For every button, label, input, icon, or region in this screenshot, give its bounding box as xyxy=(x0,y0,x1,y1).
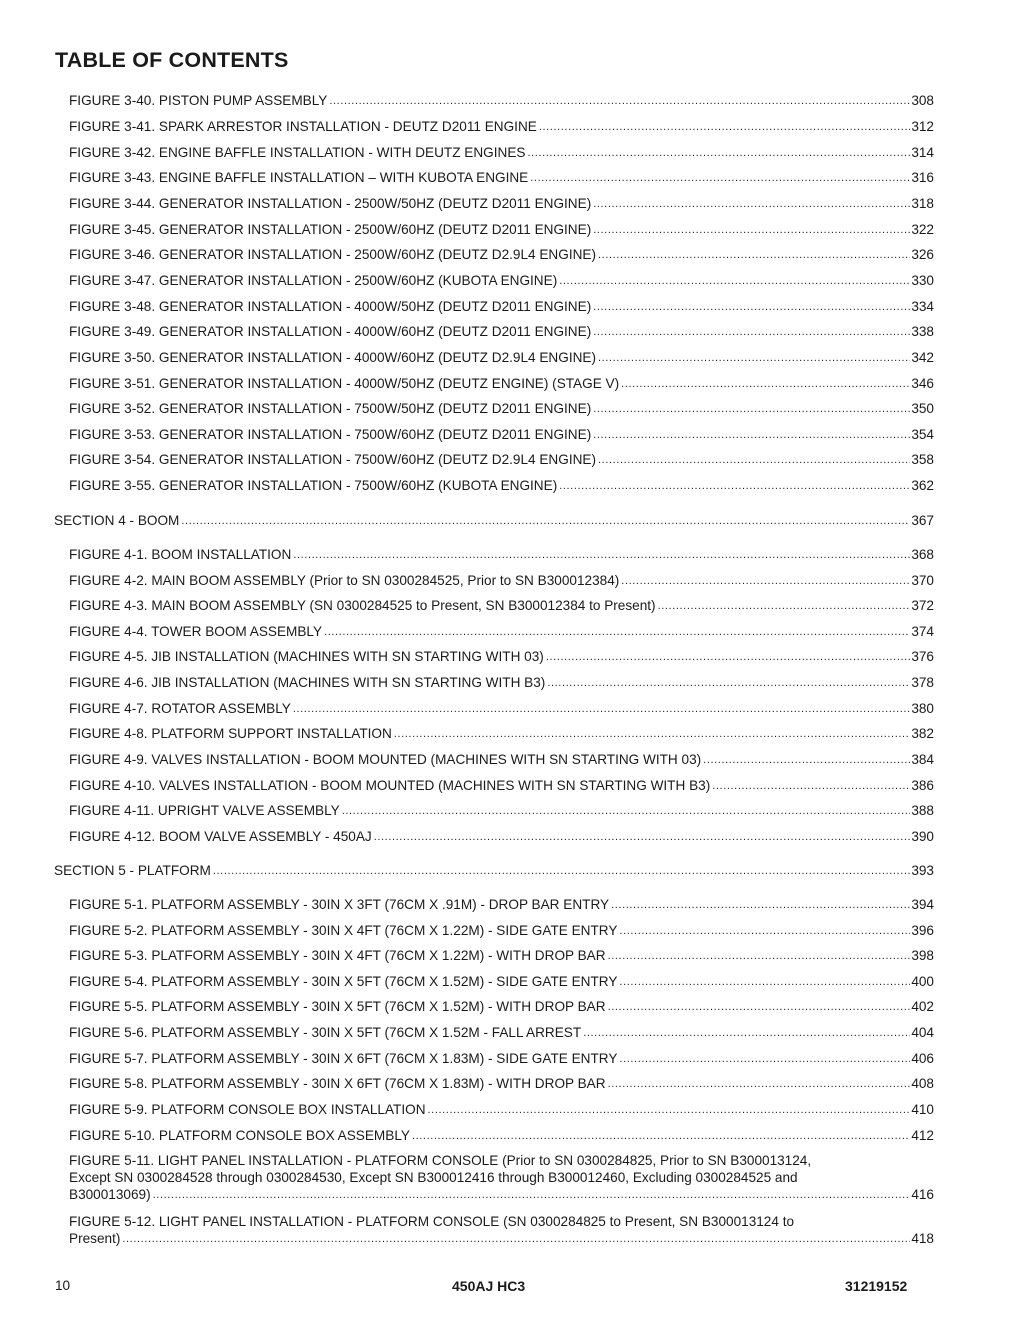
dot-leader xyxy=(324,624,910,641)
toc-entry-title: FIGURE 5-9. PLATFORM CONSOLE BOX INSTALLATION xyxy=(69,1102,426,1117)
toc-entry-title: FIGURE 4-5. JIB INSTALLATION (MACHINES WITH SN STARTING WITH 03) xyxy=(69,649,544,664)
dot-leader xyxy=(181,513,910,530)
dot-leader xyxy=(608,948,911,965)
toc-entry-title: FIGURE 4-10. VALVES INSTALLATION - BOOM MOUNTED (MACHINES WITH SN STARTING WITH B3) xyxy=(69,778,711,793)
dot-leader xyxy=(342,803,911,820)
toc-entry-title: SECTION 5 - PLATFORM xyxy=(54,863,211,878)
toc-entry-title: B300013069) xyxy=(69,1187,151,1202)
dot-leader xyxy=(593,222,910,239)
toc-entry-page-number: 370 xyxy=(911,573,934,588)
toc-entry-page-number: 368 xyxy=(911,547,934,562)
toc-entry-page-number: 376 xyxy=(911,649,934,664)
toc-entry-page-number: 412 xyxy=(911,1128,934,1143)
dot-leader xyxy=(611,897,910,914)
dot-leader xyxy=(619,923,910,940)
toc-entry-page-number: 330 xyxy=(911,273,934,288)
dot-leader xyxy=(527,145,910,162)
toc-entry-title: FIGURE 3-47. GENERATOR INSTALLATION - 2500W/60HZ (KUBOTA ENGINE) xyxy=(69,273,558,288)
toc-entry-title: FIGURE 4-2. MAIN BOOM ASSEMBLY (Prior to SN 0300284525, Prior to SN B300012384) xyxy=(69,573,620,588)
dot-leader xyxy=(593,196,910,213)
toc-entry-page-number: 358 xyxy=(911,452,934,467)
toc-entry-text-line: FIGURE 5-11. LIGHT PANEL INSTALLATION - PLATFORM CONSOLE (Prior to SN 0300284825, Prior to SN B300013124, xyxy=(69,1153,812,1168)
toc-entry-page-number: 318 xyxy=(911,196,934,211)
toc-entry-text-line: FIGURE 5-12. LIGHT PANEL INSTALLATION - PLATFORM CONSOLE (SN 0300284825 to Present, SN B300013124 to xyxy=(69,1214,795,1229)
toc-entry-text-line: Except SN 0300284528 through 0300284530, Except SN B300012416 through B300012460, Excluding 0300284525 and xyxy=(69,1170,798,1185)
dot-leader xyxy=(213,863,910,880)
toc-entry-title: FIGURE 4-1. BOOM INSTALLATION xyxy=(69,547,292,562)
dot-leader xyxy=(593,324,910,341)
toc-entry-title: FIGURE 4-8. PLATFORM SUPPORT INSTALLATION xyxy=(69,726,392,741)
toc-entry-title: FIGURE 5-1. PLATFORM ASSEMBLY - 30IN X 3FT (76CM X .91M) - DROP BAR ENTRY xyxy=(69,897,610,912)
toc-entry-title: FIGURE 4-4. TOWER BOOM ASSEMBLY xyxy=(69,624,323,639)
toc-entry-page-number: 386 xyxy=(911,778,934,793)
dot-leader xyxy=(619,1051,910,1068)
toc-entry-title: FIGURE 4-11. UPRIGHT VALVE ASSEMBLY xyxy=(69,803,340,818)
toc-entry-title: FIGURE 4-12. BOOM VALVE ASSEMBLY - 450AJ xyxy=(69,829,372,844)
toc-entry-page-number: 308 xyxy=(911,93,934,108)
toc-entry-title: FIGURE 4-9. VALVES INSTALLATION - BOOM MOUNTED (MACHINES WITH SN STARTING WITH 03) xyxy=(69,752,702,767)
dot-leader xyxy=(412,1128,910,1145)
dot-leader xyxy=(539,119,910,136)
toc-entry-page-number: 342 xyxy=(911,350,934,365)
toc-entry-title: FIGURE 5-3. PLATFORM ASSEMBLY - 30IN X 4FT (76CM X 1.22M) - WITH DROP BAR xyxy=(69,948,606,963)
toc-entry-page-number: 374 xyxy=(911,624,934,639)
dot-leader xyxy=(547,675,910,692)
dot-leader xyxy=(593,427,910,444)
dot-leader xyxy=(619,974,910,991)
toc-entry-title: FIGURE 3-49. GENERATOR INSTALLATION - 4000W/60HZ (DEUTZ D2011 ENGINE) xyxy=(69,324,592,339)
toc-entry-title: FIGURE 5-4. PLATFORM ASSEMBLY - 30IN X 5FT (76CM X 1.52M) - SIDE GATE ENTRY xyxy=(69,974,618,989)
toc-entry-title: FIGURE 3-53. GENERATOR INSTALLATION - 7500W/60HZ (DEUTZ D2011 ENGINE) xyxy=(69,427,592,442)
dot-leader xyxy=(546,649,910,666)
dot-leader xyxy=(621,573,910,590)
toc-entry-page-number: 400 xyxy=(911,974,934,989)
dot-leader xyxy=(593,299,910,316)
toc-entry-page-number: 398 xyxy=(911,948,934,963)
toc-entry-title: FIGURE 5-10. PLATFORM CONSOLE BOX ASSEMBLY xyxy=(69,1128,410,1143)
toc-entry-page-number: 378 xyxy=(911,675,934,690)
dot-leader xyxy=(559,478,910,495)
dot-leader xyxy=(703,752,910,769)
dot-leader xyxy=(608,999,911,1016)
toc-entry-page-number: 372 xyxy=(911,598,934,613)
dot-leader xyxy=(593,401,910,418)
toc-entry-page-number: 362 xyxy=(911,478,934,493)
toc-entry-title: FIGURE 4-6. JIB INSTALLATION (MACHINES WITH SN STARTING WITH B3) xyxy=(69,675,546,690)
toc-entry-title: FIGURE 5-6. PLATFORM ASSEMBLY - 30IN X 5FT (76CM X 1.52M - FALL ARREST xyxy=(69,1025,582,1040)
dot-leader xyxy=(293,701,910,718)
toc-entry-page-number: 316 xyxy=(911,170,934,185)
toc-entry-page-number: 404 xyxy=(911,1025,934,1040)
toc-entry-page-number: 354 xyxy=(911,427,934,442)
toc-entry-title: FIGURE 3-42. ENGINE BAFFLE INSTALLATION - WITH DEUTZ ENGINES xyxy=(69,145,526,160)
toc-entry-page-number: 350 xyxy=(911,401,934,416)
toc-entry-page-number: 388 xyxy=(911,803,934,818)
toc-entry-page-number: 394 xyxy=(911,897,934,912)
dot-leader xyxy=(583,1025,910,1042)
dot-leader xyxy=(598,452,910,469)
dot-leader xyxy=(394,726,911,743)
toc-entry-title: FIGURE 3-55. GENERATOR INSTALLATION - 7500W/60HZ (KUBOTA ENGINE) xyxy=(69,478,558,493)
toc-entry-page-number: 402 xyxy=(911,999,934,1014)
toc-entry-page-number: 326 xyxy=(911,247,934,262)
toc-entry-title: FIGURE 3-50. GENERATOR INSTALLATION - 4000W/60HZ (DEUTZ D2.9L4 ENGINE) xyxy=(69,350,597,365)
dot-leader xyxy=(608,1076,911,1093)
dot-leader xyxy=(428,1102,911,1119)
toc-entry-page-number: 367 xyxy=(911,513,934,528)
toc-entry-title: FIGURE 3-48. GENERATOR INSTALLATION - 4000W/50HZ (DEUTZ D2011 ENGINE) xyxy=(69,299,592,314)
toc-entry-page-number: 322 xyxy=(911,222,934,237)
toc-entry-page-number: 393 xyxy=(911,863,934,878)
toc-entry-title: FIGURE 3-40. PISTON PUMP ASSEMBLY xyxy=(69,93,328,108)
toc-entry-title: FIGURE 5-8. PLATFORM ASSEMBLY - 30IN X 6FT (76CM X 1.83M) - WITH DROP BAR xyxy=(69,1076,606,1091)
dot-leader xyxy=(530,170,910,187)
toc-entry-title: FIGURE 3-54. GENERATOR INSTALLATION - 7500W/60HZ (DEUTZ D2.9L4 ENGINE) xyxy=(69,452,597,467)
toc-entry-title: FIGURE 5-5. PLATFORM ASSEMBLY - 30IN X 5FT (76CM X 1.52M) - WITH DROP BAR xyxy=(69,999,606,1014)
toc-entry-page-number: 384 xyxy=(911,752,934,767)
toc-entry-page-number: 338 xyxy=(911,324,934,339)
toc-entry-title: FIGURE 3-52. GENERATOR INSTALLATION - 7500W/50HZ (DEUTZ D2011 ENGINE) xyxy=(69,401,592,416)
toc-entry-title: FIGURE 3-45. GENERATOR INSTALLATION - 2500W/60HZ (DEUTZ D2011 ENGINE) xyxy=(69,222,592,237)
page-title: TABLE OF CONTENTS xyxy=(55,48,289,72)
footer-page-number: 10 xyxy=(55,1278,71,1293)
dot-leader xyxy=(329,93,910,110)
toc-entry-page-number: 418 xyxy=(911,1231,934,1246)
toc-entry-title: Present) xyxy=(69,1231,121,1246)
dot-leader xyxy=(559,273,910,290)
dot-leader xyxy=(621,376,910,393)
toc-entry-title: FIGURE 3-43. ENGINE BAFFLE INSTALLATION – WITH KUBOTA ENGINE xyxy=(69,170,529,185)
toc-entry-page-number: 312 xyxy=(911,119,934,134)
toc-entry-page-number: 314 xyxy=(911,145,934,160)
toc-entry-page-number: 410 xyxy=(911,1102,934,1117)
dot-leader xyxy=(712,778,910,795)
dot-leader xyxy=(658,598,911,615)
toc-entry-page-number: 408 xyxy=(911,1076,934,1091)
toc-entry-page-number: 416 xyxy=(911,1187,934,1202)
dot-leader xyxy=(293,547,910,564)
toc-entry-page-number: 334 xyxy=(911,299,934,314)
toc-entry-page-number: 382 xyxy=(911,726,934,741)
toc-entry-title: FIGURE 3-44. GENERATOR INSTALLATION - 2500W/50HZ (DEUTZ D2011 ENGINE) xyxy=(69,196,592,211)
dot-leader xyxy=(374,829,911,846)
toc-entry-title: FIGURE 4-3. MAIN BOOM ASSEMBLY (SN 0300284525 to Present, SN B300012384 to Present) xyxy=(69,598,656,613)
toc-entry-title: SECTION 4 - BOOM xyxy=(54,513,180,528)
toc-entry-page-number: 390 xyxy=(911,829,934,844)
dot-leader xyxy=(598,350,910,367)
toc-entry-title: FIGURE 3-41. SPARK ARRESTOR INSTALLATION - DEUTZ D2011 ENGINE xyxy=(69,119,537,134)
toc-entry-title: FIGURE 3-51. GENERATOR INSTALLATION - 4000W/50HZ (DEUTZ ENGINE) (STAGE V) xyxy=(69,376,620,391)
toc-entry-title: FIGURE 5-2. PLATFORM ASSEMBLY - 30IN X 4FT (76CM X 1.22M) - SIDE GATE ENTRY xyxy=(69,923,618,938)
footer-model: 450AJ HC3 xyxy=(452,1278,526,1294)
footer-doc-number: 31219152 xyxy=(845,1278,908,1294)
toc-entry-page-number: 380 xyxy=(911,701,934,716)
dot-leader xyxy=(598,247,910,264)
toc-entry-page-number: 346 xyxy=(911,376,934,391)
dot-leader xyxy=(122,1231,910,1248)
dot-leader xyxy=(153,1187,911,1204)
toc-entry-title: FIGURE 5-7. PLATFORM ASSEMBLY - 30IN X 6FT (76CM X 1.83M) - SIDE GATE ENTRY xyxy=(69,1051,618,1066)
toc-entry-page-number: 396 xyxy=(911,923,934,938)
toc-entry-page-number: 406 xyxy=(911,1051,934,1066)
toc-entry-title: FIGURE 3-46. GENERATOR INSTALLATION - 2500W/60HZ (DEUTZ D2.9L4 ENGINE) xyxy=(69,247,597,262)
toc-entry-title: FIGURE 4-7. ROTATOR ASSEMBLY xyxy=(69,701,291,716)
